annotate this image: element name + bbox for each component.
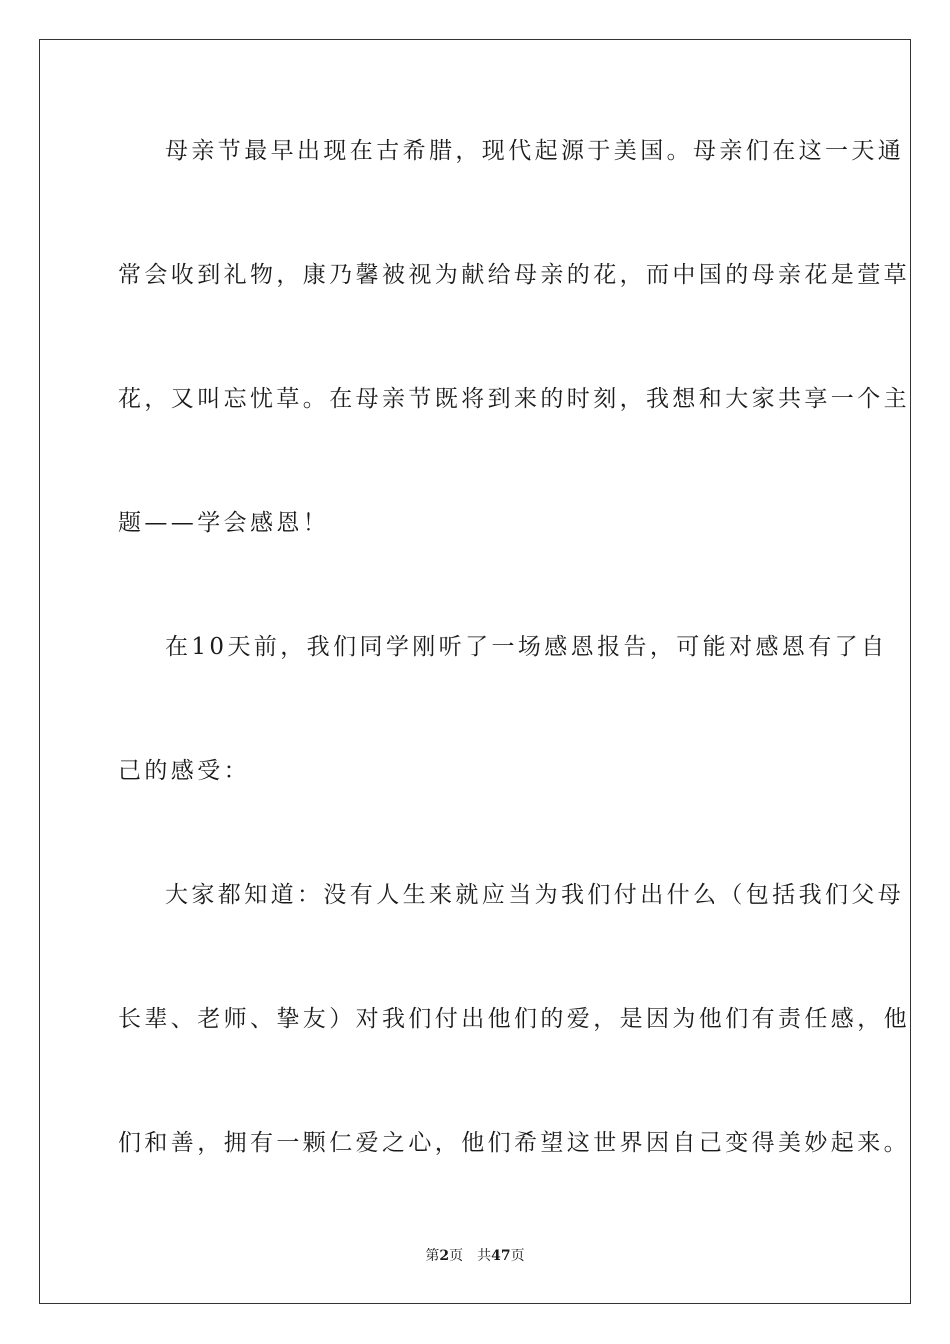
paragraph-1-line-1: 母亲节最早出现在古希腊，现代起源于美国。母亲们在这一天通 <box>165 138 905 164</box>
paragraph-2-line-1: 在10天前，我们同学刚听了一场感恩报告，可能对感恩有了自 <box>165 634 888 660</box>
page-number: 2 <box>439 1248 450 1264</box>
paragraph-2-line-2: 己的感受： <box>118 758 250 784</box>
page-footer <box>0 1246 950 1266</box>
paragraph-1-line-4: 题——学会感恩！ <box>118 510 330 536</box>
total-prefix: 共 <box>477 1248 492 1264</box>
paragraph-1-line-2: 常会收到礼物，康乃馨被视为献给母亲的花，而中国的母亲花是萱草 <box>118 262 910 288</box>
paragraph-3-line-2: 长辈、老师、挚友）对我们付出他们的爱，是因为他们有责任感，他 <box>118 1006 910 1032</box>
total-suffix: 页 <box>510 1248 525 1264</box>
paragraph-3-line-1: 大家都知道：没有人生来就应当为我们付出什么（包括我们父母 <box>165 882 905 908</box>
paragraph-3-line-3: 们和善，拥有一颗仁爱之心，他们希望这世界因自己变得美妙起来。 <box>118 1130 910 1156</box>
page-suffix: 页 <box>449 1248 464 1264</box>
paragraph-1-line-3: 花，又叫忘忧草。在母亲节既将到来的时刻，我想和大家共享一个主 <box>118 386 910 412</box>
page-border <box>39 39 911 1304</box>
total-pages: 47 <box>491 1248 511 1264</box>
page-prefix: 第 <box>425 1248 440 1264</box>
